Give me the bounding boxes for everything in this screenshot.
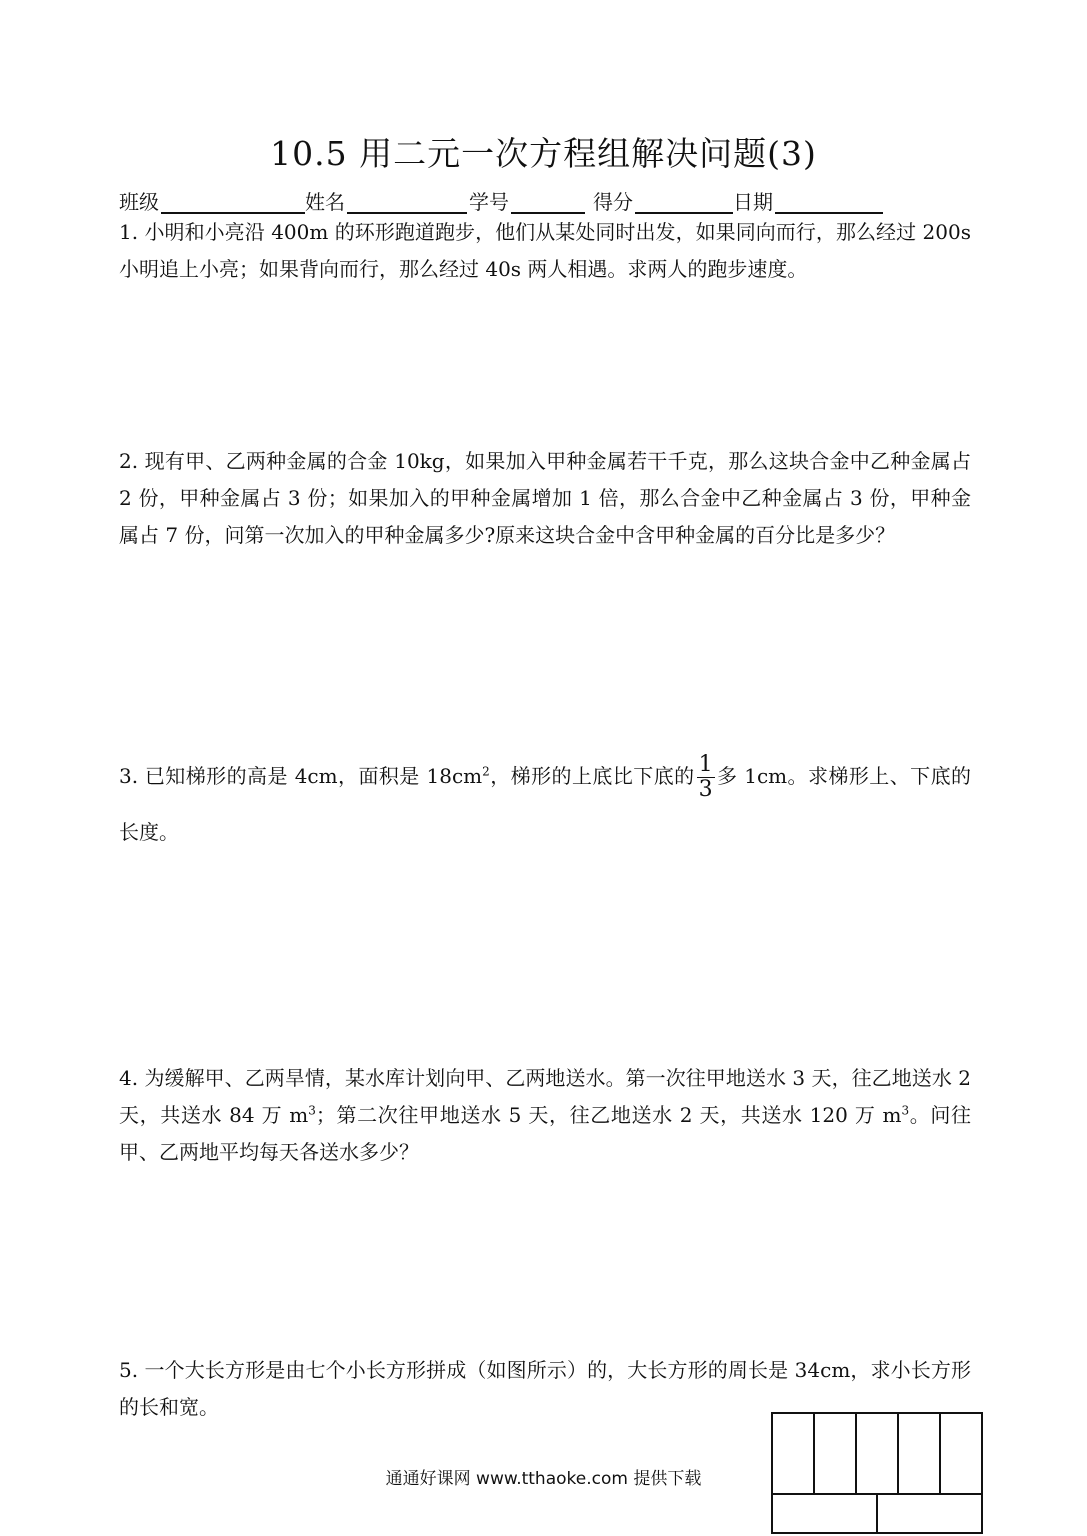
q3-text-3: 多 1cm。求梯形上、下底的长度。 <box>119 764 972 844</box>
question-5: 5. 一个大长方形是由七个小长方形拼成（如图所示）的，大长方形的周长是 34cm，求小长方形的长和宽。 <box>119 1358 971 1419</box>
q4-exponent-1: 3 <box>308 1103 316 1118</box>
class-label: 班级 <box>119 190 159 214</box>
q4-exponent-2: 3 <box>901 1103 910 1118</box>
id-label: 学号 <box>469 190 509 214</box>
q4-text-3: 。问往甲、乙两地平均每天各送水多少？ <box>119 1103 972 1164</box>
rectangle-figure <box>770 1410 986 1536</box>
question-3 <box>119 748 971 860</box>
question-2: 2. 现有甲、乙两种金属的合金 10kg，如果加入甲种金属若干千克，那么这块合金中乙种金属占 2 份，甲种金属占 3 份；如果加入的甲种金属增加 1 倍，那么合金中乙种金属占 3 份，甲种金属占 7 份，问第一次加入的甲种金属多少?原来这块合金中含甲种金属的百分比是多少？ <box>119 449 971 547</box>
question-1: 1. 小明和小亮沿 400m 的环形跑道跑步，他们从某处同时出发，如果同向而行，那么经过 200s 小明追上小亮；如果背向而行，那么经过 40s 两人相遇。求两人的跑步速度。 <box>119 220 971 281</box>
q3-text-2: ，梯形的上底比下底的 <box>489 764 695 788</box>
page-title: 10.5 用二元一次方程组解决问题(3) <box>270 134 817 173</box>
date-label: 日期 <box>733 190 773 214</box>
fraction-numerator: 1 <box>698 752 713 777</box>
question-4 <box>119 1060 971 1171</box>
q4-text-2: ；第二次往甲地送水 5 天，往乙地送水 2 天，共送水 120 万 m <box>315 1103 902 1127</box>
score-label: 得分 <box>593 190 633 214</box>
student-info-line <box>119 186 909 216</box>
q3-text-1: 3. 已知梯形的高是 4cm，面积是 18cm <box>119 764 483 788</box>
q3-exponent: 2 <box>482 764 490 779</box>
fraction-denominator: 3 <box>698 777 713 802</box>
q4-text-1: 4. 为缓解甲、乙两旱情，某水库计划向甲、乙两地送水。第一次往甲地送水 3 天，往乙地送水 2 天，共送水 84 万 m <box>119 1066 971 1127</box>
name-label: 姓名 <box>305 190 345 214</box>
fraction-one-third <box>697 753 715 802</box>
footer-credit: 通通好课网 www.tthaoke.com 提供下载 <box>385 1469 702 1489</box>
